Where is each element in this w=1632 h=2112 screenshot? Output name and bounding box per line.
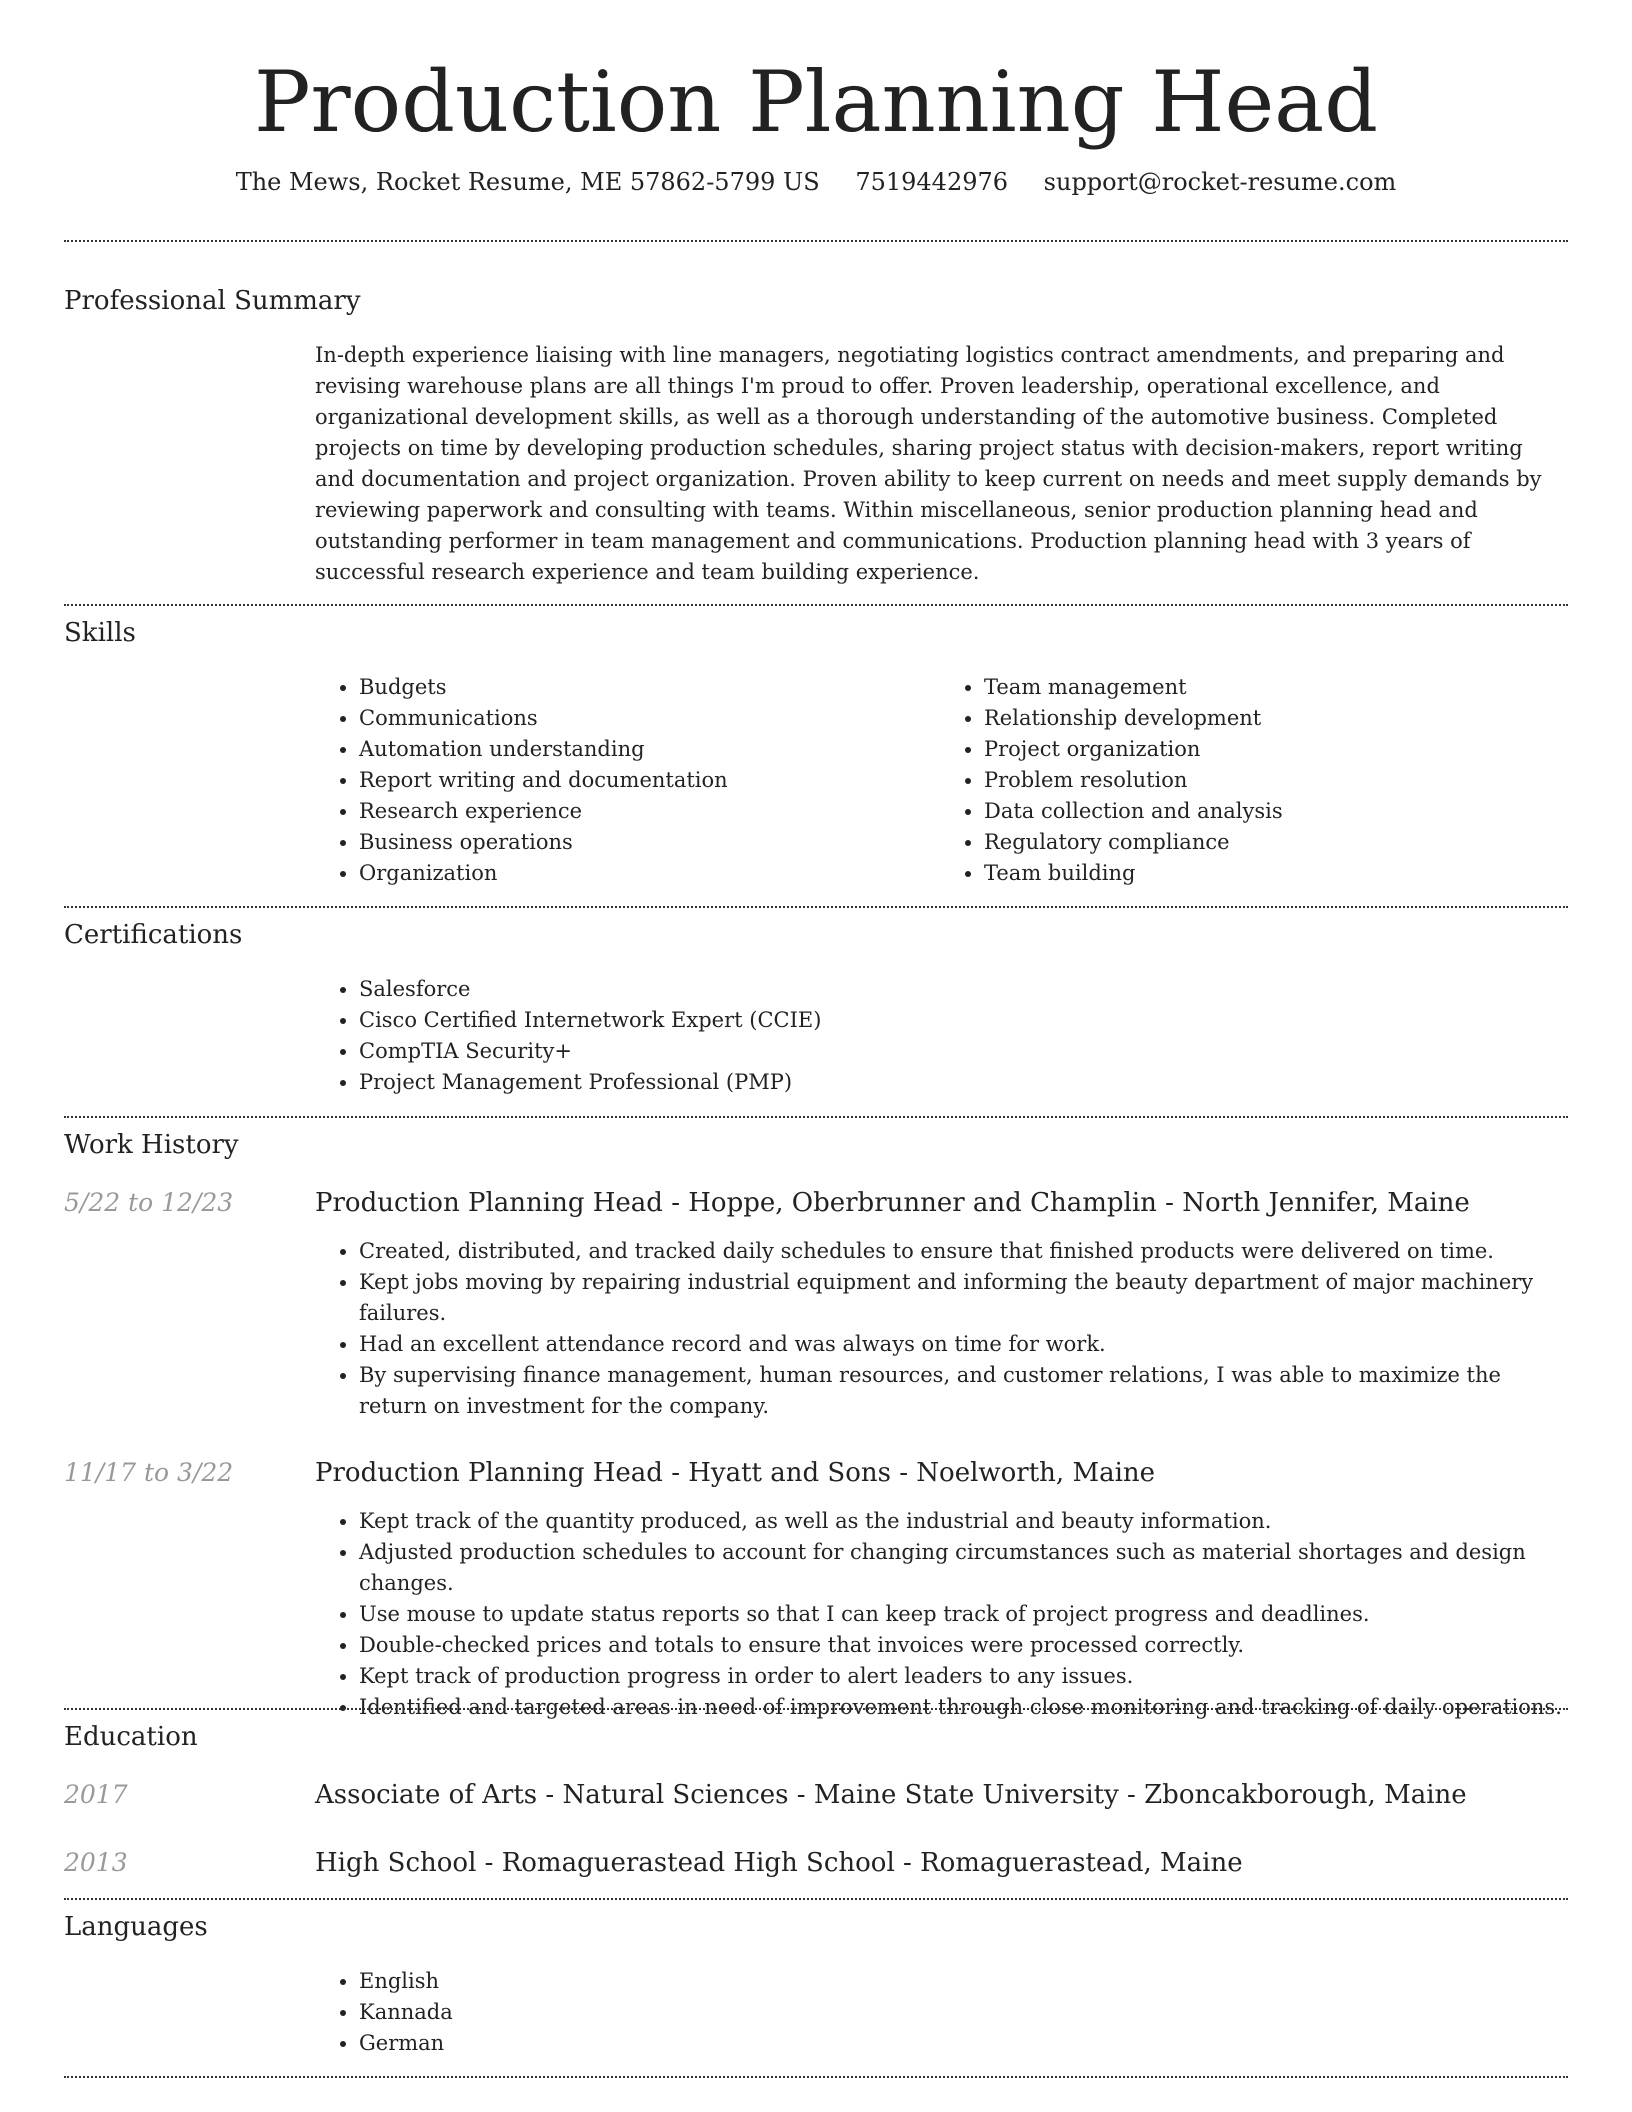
- list-item: • Organization: [359, 858, 940, 889]
- job-dates: 11/17 to 3/22: [64, 1458, 234, 1487]
- education-heading: High School - Romaguerastead High School - Romaguerastead, Maine: [315, 1848, 1243, 1878]
- list-item: • Kept track of the quantity produced, as well as the industrial and beauty information.: [359, 1506, 1565, 1537]
- education-year: 2013: [64, 1848, 128, 1877]
- list-item: • English: [359, 1966, 1565, 1997]
- list-item: • Team management: [984, 672, 1565, 703]
- summary-section: [315, 340, 1565, 588]
- section-divider: [64, 906, 1568, 908]
- languages-list: [315, 1966, 1565, 2059]
- list-item: • CompTIA Security+: [359, 1036, 1565, 1067]
- section-divider: [64, 1708, 1568, 1710]
- skills-title: Skills: [64, 618, 136, 648]
- contact-address: The Mews, Rocket Resume, ME 57862-5799 US: [235, 168, 820, 196]
- contact-email: support@rocket-resume.com: [1043, 168, 1397, 196]
- summary-title: Professional Summary: [64, 286, 361, 316]
- certifications-section: [315, 974, 1565, 1098]
- contact-phone: 7519442976: [855, 168, 1009, 196]
- list-item: • Business operations: [359, 827, 940, 858]
- job-bullets: [315, 1236, 1565, 1422]
- job-heading: Production Planning Head - Hoppe, Oberbrunner and Champlin - North Jennifer, Maine: [315, 1188, 1470, 1218]
- list-item: • German: [359, 2028, 1565, 2059]
- list-item: • Data collection and analysis: [984, 796, 1565, 827]
- list-item: • Had an excellent attendance record and was always on time for work.: [359, 1329, 1565, 1360]
- list-item: • Project Management Professional (PMP): [359, 1067, 1565, 1098]
- skills-list-left: [315, 672, 940, 889]
- list-item: • Use mouse to update status reports so that I can keep track of project progress and deadlines.: [359, 1599, 1565, 1630]
- list-item: • Report writing and documentation: [359, 765, 940, 796]
- education-title: Education: [64, 1722, 198, 1752]
- summary-text: In-depth experience liaising with line managers, negotiating logistics contract amendments, and preparing and revising warehouse plans are all things I'm proud to offer. Proven leadership, operational excellence, and organizational development skills, as well as a thorough understanding of the automotive business. Completed projects on time by developing production schedules, sharing project status with decision-makers, report writing and documentation and project organization. Proven ability to keep current on needs and meet supply demands by reviewing paperwork and consulting with teams. Within miscellaneous, senior production planning head and outstanding performer in team management and communications. Production planning head with 3 years of successful research experience and team building experience.: [315, 343, 1542, 584]
- list-item: • Automation understanding: [359, 734, 940, 765]
- list-item: • Budgets: [359, 672, 940, 703]
- education-heading: Associate of Arts - Natural Sciences - Maine State University - Zboncakborough, Maine: [315, 1780, 1467, 1810]
- list-item: • Adjusted production schedules to account for changing circumstances such as material shortages and design changes.: [359, 1537, 1565, 1599]
- list-item: • Communications: [359, 703, 940, 734]
- section-divider: [64, 1898, 1568, 1900]
- work-title: Work History: [64, 1130, 239, 1160]
- contact-line: [0, 166, 1632, 198]
- section-divider: [64, 2076, 1568, 2078]
- list-item: • By supervising finance management, human resources, and customer relations, I was able to maximize the return on investment for the company.: [359, 1360, 1565, 1422]
- list-item: • Problem resolution: [984, 765, 1565, 796]
- list-item: • Identified and targeted areas in need of improvement through close monitoring and tracking of daily operations.: [359, 1692, 1565, 1723]
- list-item: • Research experience: [359, 796, 940, 827]
- list-item: • Kept track of production progress in order to alert leaders to any issues.: [359, 1661, 1565, 1692]
- skills-list-right: [940, 672, 1565, 889]
- list-item: • Cisco Certified Internetwork Expert (CCIE): [359, 1005, 1565, 1036]
- list-item: • Team building: [984, 858, 1565, 889]
- education-year: 2017: [64, 1780, 128, 1809]
- list-item: • Double-checked prices and totals to ensure that invoices were processed correctly.: [359, 1630, 1565, 1661]
- candidate-name: Production Planning Head: [253, 53, 1379, 151]
- certifications-list: [315, 974, 1565, 1098]
- languages-title: Languages: [64, 1912, 208, 1942]
- list-item: • Created, distributed, and tracked daily schedules to ensure that finished products were delivered on time.: [359, 1236, 1565, 1267]
- section-divider: [64, 604, 1568, 606]
- list-item: • Salesforce: [359, 974, 1565, 1005]
- job-dates: 5/22 to 12/23: [64, 1188, 234, 1217]
- section-divider: [64, 240, 1568, 242]
- list-item: • Kannada: [359, 1997, 1565, 2028]
- list-item: • Project organization: [984, 734, 1565, 765]
- list-item: • Regulatory compliance: [984, 827, 1565, 858]
- list-item: • Kept jobs moving by repairing industrial equipment and informing the beauty department of major machinery failures.: [359, 1267, 1565, 1329]
- list-item: • Relationship development: [984, 703, 1565, 734]
- job-heading: Production Planning Head - Hyatt and Sons - Noelworth, Maine: [315, 1458, 1156, 1488]
- skills-section: [315, 672, 1565, 889]
- job-bullets: [315, 1506, 1565, 1723]
- certifications-title: Certifications: [64, 920, 243, 950]
- languages-section: [315, 1966, 1565, 2059]
- section-divider: [64, 1116, 1568, 1118]
